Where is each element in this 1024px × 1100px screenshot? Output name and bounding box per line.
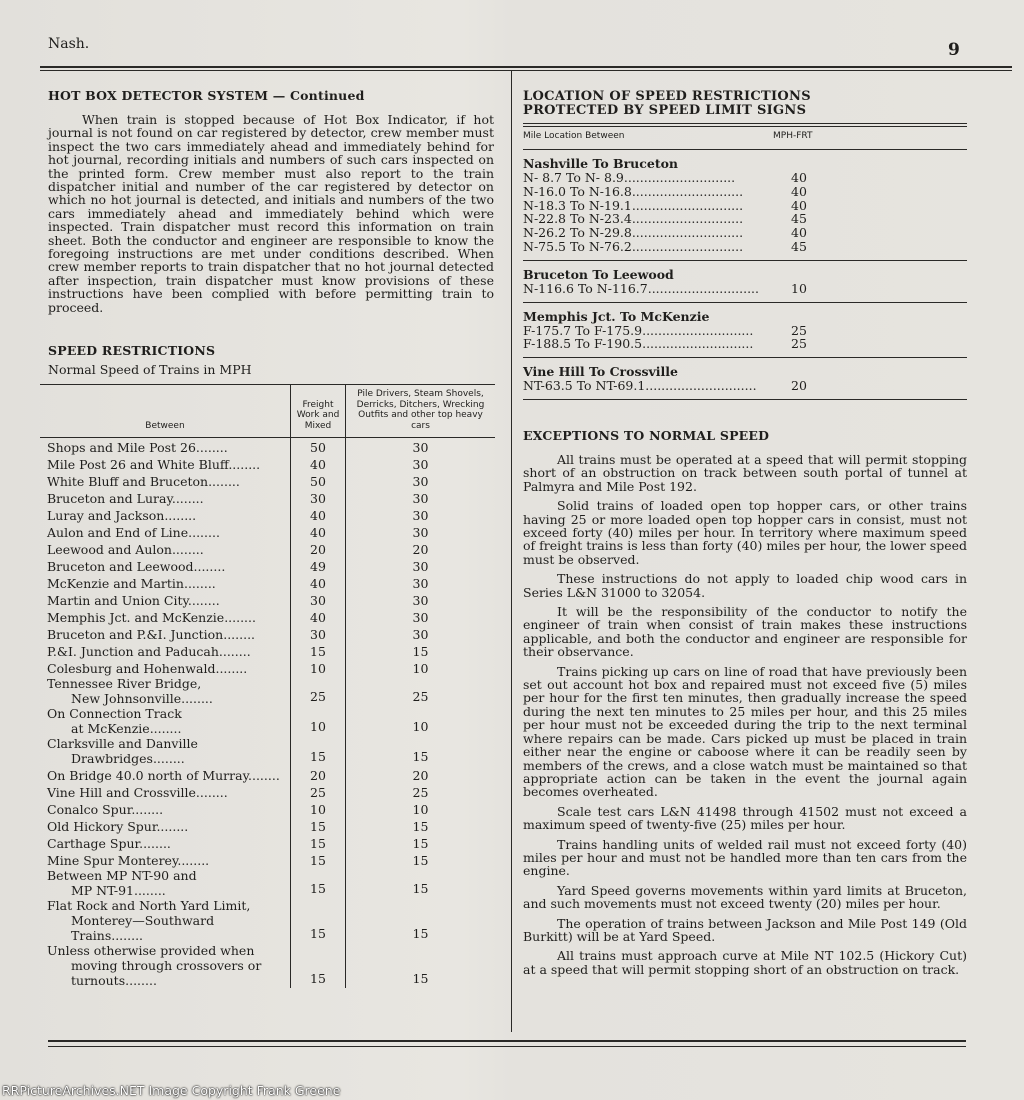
location-title-line1: LOCATION OF SPEED RESTRICTIONS xyxy=(523,89,811,104)
speed-row-location-text: Bruceton and Leewood xyxy=(47,559,194,574)
speed-row-freight: 49 xyxy=(291,557,346,574)
speed-row xyxy=(40,489,495,506)
speed-row-location xyxy=(40,438,291,456)
speed-row-pile: 20 xyxy=(412,768,429,783)
leader-dots: ........ xyxy=(139,836,171,851)
segment-range: F-188.5 To F-190.5 xyxy=(523,336,643,352)
leader-dots: ........ xyxy=(171,542,204,557)
speed-row-location xyxy=(40,766,291,783)
segment-range: F-175.7 To F-175.9 xyxy=(523,322,643,338)
speed-row-location-text: Conalco Spur xyxy=(47,802,132,817)
speed-row xyxy=(40,540,495,557)
leader-dots: ........ xyxy=(164,508,197,523)
location-header-rule xyxy=(523,149,967,150)
speed-row-location-text: Mile Post 26 and White Bluff xyxy=(47,457,229,472)
speed-row-location xyxy=(40,659,291,676)
speed-row-freight: 25 xyxy=(291,676,346,706)
exceptions-body xyxy=(523,453,967,976)
speed-row-location xyxy=(40,943,291,988)
leader-dots: ........ xyxy=(131,802,164,817)
segment-range: N-22.8 To N-23.4 xyxy=(523,211,632,227)
speed-row-location-text: Tennessee River Bridge, xyxy=(47,676,202,691)
speed-row xyxy=(40,943,495,988)
segment-row xyxy=(523,337,967,351)
top-rule-thin xyxy=(40,70,1012,71)
speed-row-location xyxy=(40,676,291,706)
speed-row-pile: 15 xyxy=(412,971,429,986)
segment-mph: 40 xyxy=(791,170,807,185)
speed-row-location-text: Old Hickory Spur xyxy=(47,819,157,834)
leader-dots: ........ xyxy=(208,474,240,489)
speed-row-location-text: Drawbridges xyxy=(71,751,153,766)
leader-dots: ............................ xyxy=(642,323,754,338)
speed-row-pile: 10 xyxy=(412,719,429,734)
leader-dots: ........ xyxy=(152,751,185,766)
speed-row-location xyxy=(40,851,291,868)
speed-row-location xyxy=(40,868,291,898)
speed-row-location-text: Carthage Spur xyxy=(47,836,140,851)
speed-table-header xyxy=(40,385,495,438)
segment-range: N-116.6 To N-116.7 xyxy=(523,280,648,296)
speed-row-location xyxy=(40,800,291,817)
speed-row xyxy=(40,455,495,472)
speed-row-location-text: Trains xyxy=(71,928,112,943)
speed-row-location xyxy=(40,523,291,540)
leader-dots: ........ xyxy=(181,691,213,706)
speed-row-pile: 30 xyxy=(412,457,429,472)
speed-row-freight: 50 xyxy=(291,472,346,489)
speed-row-location xyxy=(40,506,291,523)
segment-mph: 10 xyxy=(791,280,807,296)
speed-table xyxy=(40,384,495,988)
speed-row-pile: 30 xyxy=(412,440,429,455)
segment-rule xyxy=(523,357,967,358)
segment-rule xyxy=(523,260,967,261)
speed-row-location xyxy=(40,642,291,659)
column-divider xyxy=(511,70,512,1032)
speed-row-pile: 15 xyxy=(412,749,429,764)
speed-row xyxy=(40,766,495,783)
exception-paragraph: The operation of trains between Jackson and Mile Post 149 (Old Burkitt) will be at Yard Speed. xyxy=(523,915,967,944)
speed-row-location xyxy=(40,489,291,506)
leader-dots: ............................ xyxy=(647,281,759,296)
speed-row-location-text: On Connection Track xyxy=(47,706,182,721)
segment-row xyxy=(523,379,967,393)
speed-row-freight: 15 xyxy=(291,868,346,898)
speed-row xyxy=(40,659,495,676)
speed-row-location-text: Mine Spur Monterey xyxy=(47,853,178,868)
segment-mph: 45 xyxy=(791,211,807,227)
exception-paragraph: It will be the responsibility of the conductor to notify the engineer of train when consist of train makes these instructions applicable, and both the conductor and engineer are responsible for their observance. xyxy=(523,604,967,660)
segment-mph: 20 xyxy=(791,378,807,394)
leader-dots: ........ xyxy=(187,593,220,608)
speed-row xyxy=(40,557,495,574)
speed-row-freight: 20 xyxy=(291,766,346,783)
speed-row-location-text: Vine Hill and Crossville xyxy=(47,785,196,800)
speed-row-pile: 30 xyxy=(412,491,429,506)
location-segments xyxy=(523,156,967,400)
speed-row xyxy=(40,506,495,523)
speed-row xyxy=(40,898,495,943)
bottom-rule-thin xyxy=(48,1046,966,1047)
exception-paragraph: Trains handling units of welded rail must not exceed forty (40) miles per hour and must not be handled more than ten cars from the engine. xyxy=(523,836,967,879)
speed-row-pile: 30 xyxy=(412,610,429,625)
speed-row-location-text: Colesburg and Hohenwald xyxy=(47,661,216,676)
speed-row-freight: 15 xyxy=(291,834,346,851)
speed-row-location-text: Shops and Mile Post 26 xyxy=(47,440,196,455)
speed-row-freight: 15 xyxy=(291,851,346,868)
speed-row-location-text: turnouts xyxy=(71,973,126,988)
speed-row-pile: 15 xyxy=(412,926,429,941)
speed-row-freight: 40 xyxy=(291,506,346,523)
speed-row-location xyxy=(40,472,291,489)
segment-row xyxy=(523,324,967,338)
speed-row-freight: 10 xyxy=(291,706,346,736)
speed-row-location-text: Memphis Jct. and McKenzie xyxy=(47,610,225,625)
speed-row-location xyxy=(40,591,291,608)
leader-dots: ........ xyxy=(248,768,280,783)
speed-table-body xyxy=(40,438,495,989)
segment-mph: 40 xyxy=(791,183,807,199)
leader-dots: ............................ xyxy=(645,379,757,393)
speed-row-freight: 25 xyxy=(291,783,346,800)
bottom-rule xyxy=(48,1040,966,1042)
leader-dots: ........ xyxy=(193,559,226,574)
speed-row-location-text: Bruceton and Luray xyxy=(47,491,172,506)
speed-row-location-text: New Johnsonville xyxy=(71,691,182,706)
segment-title: Bruceton To Leewood xyxy=(523,266,674,282)
location-col-header xyxy=(523,127,967,147)
speed-row-location xyxy=(40,817,291,834)
speed-row-freight: 15 xyxy=(291,642,346,659)
speed-row-freight: 10 xyxy=(291,800,346,817)
speed-row-freight: 40 xyxy=(291,574,346,591)
speed-restrictions-title: SPEED RESTRICTIONS xyxy=(48,343,216,358)
speed-row-location xyxy=(40,608,291,625)
copyright-watermark: RRPictureArchives.NET Image Copyright Frank Greene xyxy=(2,1083,341,1098)
speed-row-pile: 15 xyxy=(412,836,429,851)
speed-row-freight: 30 xyxy=(291,591,346,608)
page-number: 9 xyxy=(948,40,960,60)
leader-dots: ........ xyxy=(111,928,144,943)
speed-restrictions-subtitle: Normal Speed of Trains in MPH xyxy=(48,362,252,377)
leader-dots: ........ xyxy=(183,576,216,591)
leader-dots: ........ xyxy=(218,644,251,659)
speed-row-freight: 50 xyxy=(291,438,346,456)
speed-row-freight: 15 xyxy=(291,736,346,766)
exception-paragraph: Solid trains of loaded open top hopper cars, or other trains having 25 or more loaded open top hopper cars in consist, must not exceed forty (40) miles per hour. In territory where maximum speed of freight trains is less than forty (40) miles per hour, the lower speed must be observed. xyxy=(523,498,967,567)
speed-row-location xyxy=(40,706,291,736)
leader-dots: ........ xyxy=(177,853,210,868)
speed-row-freight: 15 xyxy=(291,943,346,988)
segment-row xyxy=(523,171,967,185)
speed-row-pile: 30 xyxy=(412,576,429,591)
speed-row-freight: 40 xyxy=(291,608,346,625)
col-between: Between xyxy=(40,385,291,438)
leader-dots: ........ xyxy=(223,627,256,642)
speed-row-pile: 15 xyxy=(412,644,429,659)
speed-row xyxy=(40,851,495,868)
speed-row-location-text: White Bluff and Bruceton xyxy=(47,474,209,489)
segment-row xyxy=(523,212,967,226)
speed-row-location xyxy=(40,625,291,642)
col-pile: Pile Drivers, Steam Shovels, Derricks, Ditchers, Wrecking Outfits and other top heavy cars xyxy=(346,385,496,438)
speed-row-freight: 30 xyxy=(291,489,346,506)
segment-row xyxy=(523,185,967,199)
segment-row xyxy=(523,282,967,296)
speed-row-pile: 30 xyxy=(412,627,429,642)
leader-dots: ............................ xyxy=(631,239,744,254)
segment-range: NT-63.5 To NT-69.1 xyxy=(523,378,646,394)
speed-row-freight: 15 xyxy=(291,898,346,943)
speed-row-freight: 10 xyxy=(291,659,346,676)
speed-row-freight: 40 xyxy=(291,523,346,540)
leader-dots: ........ xyxy=(171,491,204,506)
right-column xyxy=(523,90,967,982)
col-freight: Freight Work and Mixed xyxy=(291,385,346,438)
speed-row-pile: 10 xyxy=(412,802,429,817)
leader-dots: ............................ xyxy=(631,212,744,227)
leader-dots: ............................ xyxy=(631,198,744,213)
leader-dots: ............................ xyxy=(631,184,744,199)
speed-row-pile: 30 xyxy=(412,593,429,608)
speed-row-location-text: Martin and Union City xyxy=(47,593,188,608)
speed-row-location xyxy=(40,540,291,557)
segment-mph: 40 xyxy=(791,225,807,241)
speed-row xyxy=(40,591,495,608)
speed-row-pile: 15 xyxy=(412,853,429,868)
speed-row-location-text: Luray and Jackson xyxy=(47,508,165,523)
leader-dots: ........ xyxy=(133,883,166,898)
speed-row-pile: 15 xyxy=(412,819,429,834)
speed-row-freight: 30 xyxy=(291,625,346,642)
exception-paragraph: Yard Speed governs movements within yard limits at Bruceton, and such movements must not exceed twenty (20) miles per hour. xyxy=(523,882,967,912)
speed-row xyxy=(40,783,495,800)
hotbox-section xyxy=(48,88,494,314)
speed-row xyxy=(40,625,495,642)
leader-dots: ........ xyxy=(215,661,248,676)
exception-paragraph: All trains must be operated at a speed that will permit stopping short of an obstruction on track between south portal of tunnel at Palmyra and Mile Post 192. xyxy=(523,451,967,494)
speed-row-location xyxy=(40,736,291,766)
speed-row xyxy=(40,438,495,456)
segment-range: N-75.5 To N-76.2 xyxy=(523,238,632,254)
segment-title: Vine Hill To Crossville xyxy=(523,364,678,380)
speed-row-location-text: McKenzie and Martin xyxy=(47,576,184,591)
speed-row-location-text: at McKenzie xyxy=(71,721,150,736)
segment-range: N-26.2 To N-29.8 xyxy=(523,225,632,241)
segment-range: N-18.3 To N-19.1 xyxy=(523,197,632,213)
segment-row xyxy=(523,226,967,240)
location-rule xyxy=(523,123,967,124)
leader-dots: ............................ xyxy=(631,226,744,240)
speed-row-location xyxy=(40,898,291,943)
exceptions-title: EXCEPTIONS TO NORMAL SPEED xyxy=(523,427,770,443)
hotbox-text: When train is stopped because of Hot Box Indicator, if hot journal is not found on car registered by detector, crew member must inspect the two cars immediately ahead and immediately behind for hot journal, recording initials and numbers of such cars inspected on the printed form. Crew member must also report to the train dispatcher initial and number of the car registered by detector on which no hot journal is detected, and initials and numbers of the two cars immediately ahead and immediately behind which were inspected. Train dispatcher must record this information on train sheet. Both the conductor and engineer are responsible to know the foregoing instructions are met under conditions described. When crew member reports to train dispatcher that no hot journal detected after inspection, train dispatcher must know provisions of these instructions have been complied with before permitting train to proceed. xyxy=(48,112,494,315)
speed-row-location-text: Bruceton and P.&I. Junction xyxy=(47,627,224,642)
speed-row xyxy=(40,800,495,817)
speed-row-location xyxy=(40,834,291,851)
speed-row-pile: 30 xyxy=(412,559,429,574)
speed-row-location-text: On Bridge 40.0 north of Murray xyxy=(47,768,248,783)
speed-row-pile: 15 xyxy=(412,881,429,896)
speed-row-pile: 10 xyxy=(412,661,429,676)
speed-row-location xyxy=(40,574,291,591)
leader-dots: ........ xyxy=(228,457,261,472)
speed-row-pile: 30 xyxy=(412,508,429,523)
speed-row xyxy=(40,736,495,766)
speed-row-location-text: Unless otherwise provided when xyxy=(47,943,255,958)
speed-row xyxy=(40,608,495,625)
speed-row xyxy=(40,472,495,489)
segment-row xyxy=(523,199,967,213)
leader-dots: ............................ xyxy=(642,337,754,352)
speed-row xyxy=(40,642,495,659)
leader-dots: ........ xyxy=(188,525,220,540)
speed-row-pile: 30 xyxy=(412,474,429,489)
speed-row-location-text: MP NT-91 xyxy=(71,883,134,898)
speed-row xyxy=(40,676,495,706)
speed-row xyxy=(40,523,495,540)
segment-mph: 40 xyxy=(791,197,807,213)
leader-dots: ........ xyxy=(224,610,256,625)
speed-row xyxy=(40,834,495,851)
segment-mph: 45 xyxy=(791,238,807,254)
exception-paragraph: These instructions do not apply to loaded chip wood cars in Series L&N 31000 to 32054. xyxy=(523,571,967,600)
segment-range: N- 8.7 To N- 8.9 xyxy=(523,170,624,185)
speed-row-location-text: moving through crossovers or xyxy=(71,958,262,973)
speed-row-freight: 15 xyxy=(291,817,346,834)
speed-row-location-text: P.&I. Junction and Paducah xyxy=(47,644,219,659)
exception-paragraph: Trains picking up cars on line of road that have previously been set out account hot box and repaired must not exceed five (5) miles per hour for the first ten minutes, then gradually increase the speed during the next ten minutes to 25 miles per hour, and this 25 miles per hour must not be exceeded during the trip to the next terminal where repairs can be made. Cars picked up must be placed in train either near the engine or caboose where it can be readily seen by members of the crews, and a close watch must be maintained so that appropriate action can be taken in the event the journal again becomes overheated. xyxy=(523,663,967,800)
segment-mph: 25 xyxy=(791,336,807,352)
leader-dots: ........ xyxy=(195,785,228,800)
exception-paragraph: All trains must approach curve at Mile NT 102.5 (Hickory Cut) at a speed that will permit stopping short of an obstruction on track. xyxy=(523,948,967,977)
speed-row xyxy=(40,868,495,898)
location-title-line2: PROTECTED BY SPEED LIMIT SIGNS xyxy=(523,103,807,118)
col-location: Mile Location Between xyxy=(523,131,625,141)
speed-row-freight: 20 xyxy=(291,540,346,557)
speed-row-location-text: Monterey—Southward xyxy=(71,913,215,928)
speed-row-location xyxy=(40,455,291,472)
leader-dots: ........ xyxy=(195,440,228,455)
exception-paragraph: Scale test cars L&N 41498 through 41502 must not exceed a maximum speed of twenty-five (25) miles per hour. xyxy=(523,803,967,833)
speed-row-location-text: Aulon and End of Line xyxy=(47,525,189,540)
segment-title: Memphis Jct. To McKenzie xyxy=(523,308,710,324)
leader-dots: ........ xyxy=(149,721,182,736)
speed-row-pile: 30 xyxy=(412,525,429,540)
speed-row-location-text: Between MP NT-90 and xyxy=(47,868,197,883)
speed-row-pile: 25 xyxy=(412,785,429,800)
segment-range: N-16.0 To N-16.8 xyxy=(523,183,632,199)
speed-row-freight: 40 xyxy=(291,455,346,472)
railroad-header: Nash. xyxy=(48,36,90,52)
segment-rule xyxy=(523,399,967,400)
segment-row xyxy=(523,240,967,254)
speed-row xyxy=(40,574,495,591)
speed-row-location xyxy=(40,783,291,800)
speed-row-location-text: Leewood and Aulon xyxy=(47,542,172,557)
speed-row-pile: 25 xyxy=(412,689,429,704)
hotbox-title: HOT BOX DETECTOR SYSTEM — Continued xyxy=(48,88,365,103)
segment-rule xyxy=(523,302,967,303)
segment-title: Nashville To Bruceton xyxy=(523,156,679,171)
segment-mph: 25 xyxy=(791,322,807,338)
leader-dots: ............................ xyxy=(623,171,736,185)
col-mph: MPH-FRT xyxy=(773,131,813,141)
speed-row-pile: 20 xyxy=(412,542,429,557)
leader-dots: ........ xyxy=(156,819,189,834)
speed-row-location xyxy=(40,557,291,574)
speed-row xyxy=(40,817,495,834)
top-rule xyxy=(40,66,1012,68)
speed-row-location-text: Flat Rock and North Yard Limit, xyxy=(47,898,251,913)
speed-row xyxy=(40,706,495,736)
leader-dots: ........ xyxy=(125,973,157,988)
speed-row-location-text: Clarksville and Danville xyxy=(47,736,198,751)
